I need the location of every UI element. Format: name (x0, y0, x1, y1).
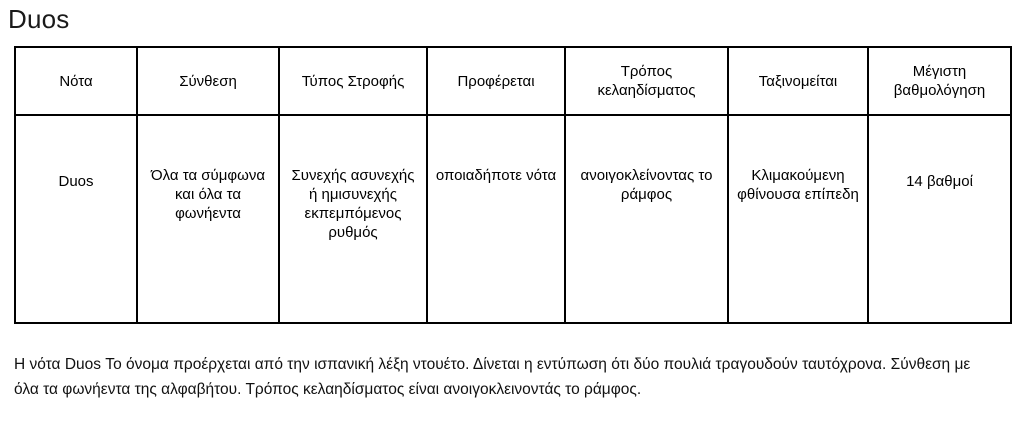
cell-turn-type: Συνεχής ασυνεχής ή ημισυνεχής εκπεμπόμενος ρυθμός (279, 115, 427, 323)
page-title: Duos (8, 4, 70, 34)
table-body (15, 115, 1011, 323)
cell-note: Duos (15, 115, 137, 323)
table-header-row (15, 47, 1011, 115)
column-header-turn-type: Τύπος Στροφής (279, 47, 427, 115)
column-header-pronounced: Προφέρεται (427, 47, 565, 115)
column-header-classified: Ταξινομείται (728, 47, 868, 115)
cell-classified: Κλιμακούμενη φθίνουσα επίπεδη (728, 115, 868, 323)
table-row (15, 115, 1011, 323)
description-paragraph: Η νότα Duos Το όνομα προέρχεται από την ισπανική λέξη ντουέτο. Δίνεται η εντύπωση ότι δύο πουλιά τραγουδούν ταυτόχρονα. Σύνθεση με όλα τα φωνήεντα της αλφαβήτου. Τρόπος κελαηδίσματος είναι ανοιγοκλεινοντάς το ράμφος. (14, 356, 971, 398)
note-table (14, 46, 1012, 324)
cell-singing-manner: ανοιγοκλείνοντας το ράμφος (565, 115, 728, 323)
column-header-singing-manner: Τρόπος κελαηδίσματος (565, 47, 728, 115)
cell-pronounced: οποιαδήποτε νότα (427, 115, 565, 323)
cell-max-score: 14 βαθμοί (868, 115, 1011, 323)
column-header-note: Νότα (15, 47, 137, 115)
column-header-composition: Σύνθεση (137, 47, 279, 115)
table-header (15, 47, 1011, 115)
note-table-container (14, 46, 1010, 324)
column-header-max-score: Μέγιστη βαθμολόγηση (868, 47, 1011, 115)
cell-composition: Όλα τα σύμφωνα και όλα τα φωνήεντα (137, 115, 279, 323)
